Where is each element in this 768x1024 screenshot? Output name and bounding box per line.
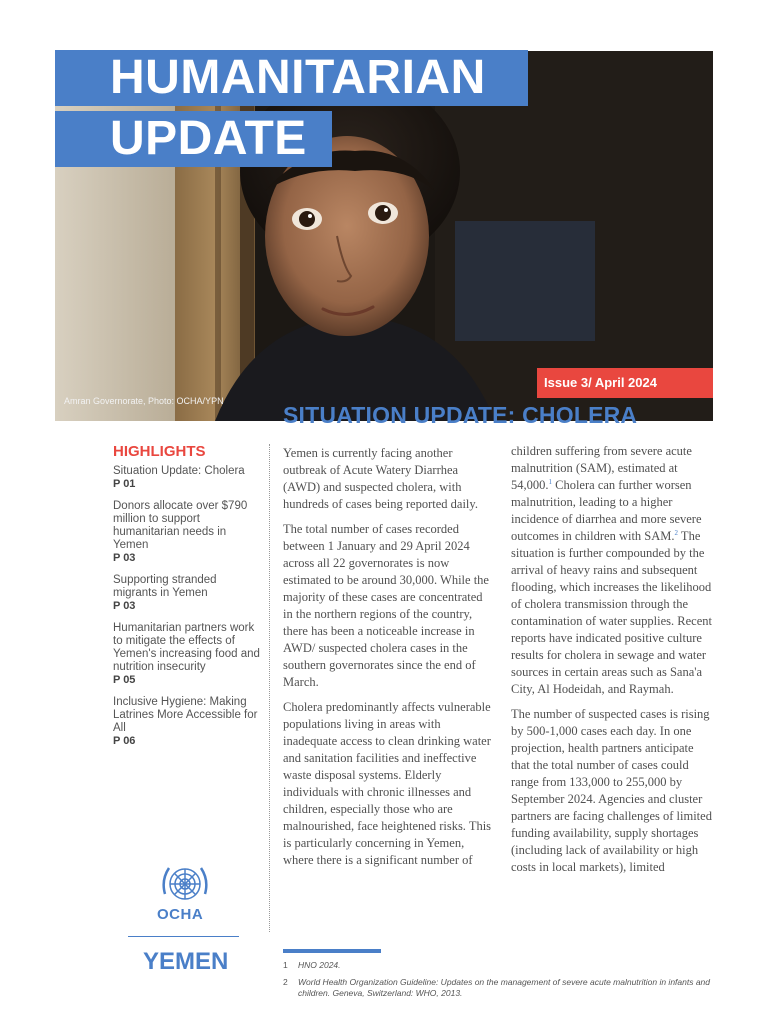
highlight-page: P 03 [113,552,136,564]
highlight-item[interactable] [113,465,263,491]
photo-caption: Amran Governorate, Photo: OCHA/YPN [64,396,224,406]
body-text: children suffering from severe acute malnutrition (SAM), estimated at 54,000. [511,444,692,492]
highlight-text: Supporting stranded migrants in Yemen [113,574,217,599]
body-paragraph [511,443,714,698]
cover-photo [55,51,713,421]
footnote-item [283,960,713,971]
footnote-number: 2 [283,977,288,987]
footnote-rule [283,949,381,953]
body-paragraph: Cholera predominantly affects vulnerable populations living in areas with inadequate access to clean drinking water and sanitation facilities and ineffective waste disposal systems. Elderly individuals with chronic illnesses and children, especially those who are malnourished, face heightened risks. This is particularly concerning in Yemen, where there is a significant number of [283,700,492,867]
highlight-text: Inclusive Hygiene: Making Latrines More Accessible for All [113,696,258,734]
body-paragraph: The number of suspected cases is rising by 500-1,000 cases each day. In one projection, health partners anticipate that the total number of cases could range from 133,000 to 255,000 by September 2024. Agencies and cluster partners are facing challenges of limited funding availability, supply shortages (including lack of availability or high costs in local markets), limited [511,707,712,874]
column-divider [269,444,270,932]
footnote-text: HNO 2024. [298,960,341,970]
footnote-ref-1[interactable]: 1 [548,477,552,486]
highlight-page: P 06 [113,735,136,747]
footnote-number: 1 [283,960,288,970]
highlight-text: Situation Update: Cholera [113,465,245,477]
highlight-page: P 05 [113,674,136,686]
footnote-item [283,977,713,999]
un-emblem-icon [130,862,240,906]
highlight-text: Donors allocate over $790 million to support humanitarian needs in Yemen [113,500,248,551]
highlight-page: P 01 [113,478,136,490]
highlight-page: P 03 [113,600,136,612]
highlight-item[interactable] [113,622,263,687]
highlights-heading: HIGHLIGHTS [113,443,206,460]
footnote-text: World Health Organization Guideline: Updates on the management of severe acute malnutrition in infants and children. Geneva, Switzerland: WHO, 2013. [298,977,711,998]
body-column-2 [511,445,714,884]
body-text: The situation is further compounded by the arrival of heavy rains and subsequent flooding, which increases the likelihood of cholera transmission through the contamination of water supplies. Recent reports have indicated positive culture results for cholera in sewage and water sources in certain areas such as Sana'a City, Al Hodeidah, and Raymah. [511,529,712,696]
body-column-1 [283,445,493,877]
title-line-2: UPDATE [55,111,332,167]
body-text: Cholera can further worsen malnutrition, leading to a higher incidence of diarrhea and more severe outcomes in children with SAM. [511,478,702,543]
section-title: SITUATION UPDATE: CHOLERA [283,402,638,428]
highlight-item[interactable] [113,696,263,748]
issue-badge: Issue 3/ April 2024 [537,368,713,398]
highlight-item[interactable] [113,574,263,613]
body-paragraph: Yemen is currently facing another outbreak of Acute Watery Diarrhea (AWD) and suspected cholera, with hundreds of cases being reported daily. [283,446,478,511]
footnote-ref-2[interactable]: 2 [674,528,679,537]
highlights-sidebar [113,443,263,757]
body-paragraph: The total number of cases recorded between 1 January and 29 April 2024 across all 22 governorates is now estimated to be around 30,000. While the majority of these cases are concentrated in the northern regions of the country, there has been a noticeable increase in AWD/ suspected cholera cases in the southern governorates since the end of March. [283,522,489,689]
title-line-1: HUMANITARIAN [55,50,528,106]
logo-divider [128,936,239,937]
cover-photo-illustration [55,51,713,421]
country-name: YEMEN [143,948,229,975]
ocha-logo-text: OCHA [157,906,204,923]
highlight-item[interactable] [113,500,263,565]
highlight-text: Humanitarian partners work to mitigate the effects of Yemen's increasing food and nutrition insecurity [113,622,260,673]
footnotes [283,960,713,1005]
